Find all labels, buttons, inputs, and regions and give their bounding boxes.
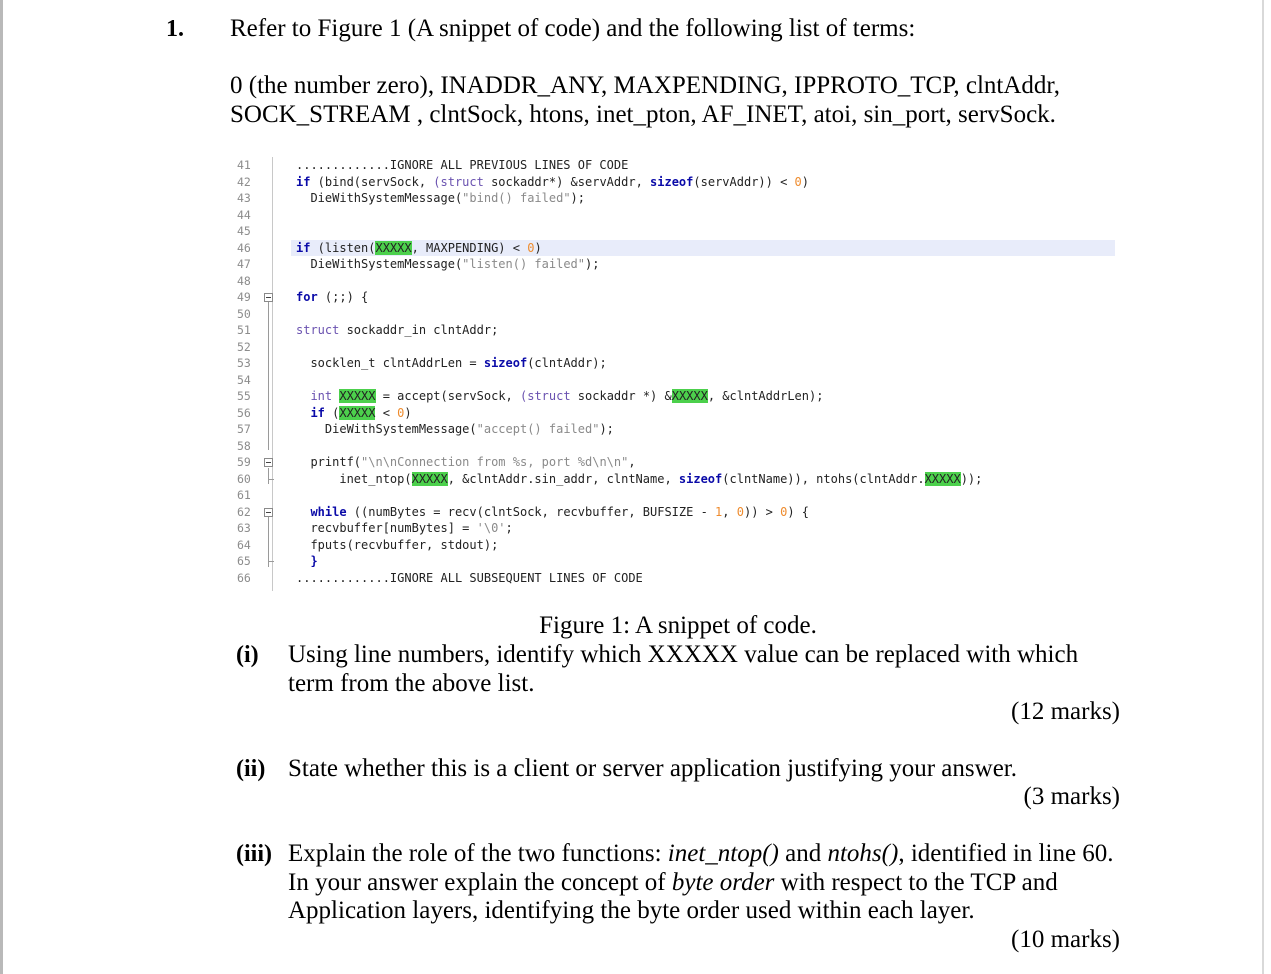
part-iii-label: (iii) <box>236 841 272 867</box>
code-text: if (XXXXX < 0) <box>310 405 412 420</box>
code-text: if (listen(XXXXX, MAXPENDING) < 0) <box>296 240 542 255</box>
code-line-55 <box>233 388 1115 405</box>
part-iii-text: Explain the role of the two functions: inet_ntop() and ntohs(), identified in line 60. In your answer explain the concept of byte order with respect to the TCP and Application layers, identifying the byte order used within each layer. <box>288 840 1114 924</box>
fold-toggle-icon[interactable] <box>264 458 273 467</box>
code-line-49 <box>233 289 1115 306</box>
code-line-62 <box>233 504 1115 521</box>
code-line-51 <box>233 322 1115 339</box>
code-line-66 <box>233 570 1115 587</box>
code-line-56 <box>233 405 1115 422</box>
placeholder-xxxxx: XXXXX <box>924 471 961 486</box>
line-number: 60 <box>237 471 251 486</box>
code-text: DieWithSystemMessage("listen() failed"); <box>296 257 600 271</box>
line-number: 51 <box>237 323 251 337</box>
line-number: 58 <box>237 438 251 453</box>
fold-toggle-icon[interactable] <box>264 293 273 302</box>
code-line-58 <box>233 438 1115 455</box>
line-number: 49 <box>237 290 251 304</box>
page-right-edge <box>1262 0 1264 974</box>
code-line-41 <box>233 157 1115 174</box>
code-line-46-highlight <box>291 240 1115 257</box>
line-number: 45 <box>237 224 251 238</box>
function-ntohs: ntohs() <box>827 840 899 867</box>
code-line-57 <box>233 421 1115 438</box>
code-text: recvbuffer[numBytes] = '\0'; <box>296 521 513 535</box>
line-number: 59 <box>237 455 251 469</box>
part-i-marks: (12 marks) <box>1011 698 1120 725</box>
code-line-60 <box>233 471 1115 488</box>
line-number: 63 <box>237 521 251 535</box>
part-iii-marks: (10 marks) <box>1011 926 1120 953</box>
placeholder-xxxxx: XXXXX <box>339 405 376 420</box>
code-line-44 <box>233 207 1115 224</box>
code-line-43 <box>233 190 1115 207</box>
part-ii-text: State whether this is a client or server application justifying your answer. <box>288 755 1017 782</box>
function-inet-ntop: inet_ntop() <box>667 840 779 867</box>
term-byte-order: byte order <box>671 868 775 896</box>
part-i-text: Using line numbers, identify which XXXXX value can be replaced with which term from the above list. <box>288 641 1079 697</box>
code-text: struct sockaddr_in clntAddr; <box>296 323 499 337</box>
line-number: 41 <box>237 158 251 172</box>
placeholder-xxxxx: XXXXX <box>411 471 448 486</box>
code-line-52 <box>233 339 1115 356</box>
line-number: 62 <box>237 504 251 519</box>
placeholder-xxxxx: XXXXX <box>671 389 708 403</box>
line-number: 50 <box>237 306 251 321</box>
line-number: 46 <box>237 240 251 255</box>
code-line-45 <box>233 223 1115 240</box>
code-text: socklen_t clntAddrLen = sizeof(clntAddr); <box>296 356 607 370</box>
code-line-54 <box>233 372 1115 389</box>
line-number: 57 <box>237 422 251 436</box>
code-text: .............IGNORE ALL SUBSEQUENT LINES OF CODE <box>296 570 643 585</box>
code-text: fputs(recvbuffer, stdout); <box>296 537 499 552</box>
code-text: .............IGNORE ALL PREVIOUS LINES OF CODE <box>296 158 629 172</box>
placeholder-xxxxx: XXXXX <box>339 389 376 403</box>
code-line-61 <box>233 487 1115 504</box>
line-number: 43 <box>237 191 251 205</box>
line-number: 64 <box>237 537 251 552</box>
code-text: while ((numBytes = recv(clntSock, recvbuffer, BUFSIZE - 1, 0)) > 0) { <box>310 504 810 519</box>
code-line-64 <box>233 537 1115 554</box>
part-ii-marks: (3 marks) <box>1023 783 1120 810</box>
code-line-42 <box>233 174 1115 191</box>
line-number: 54 <box>237 372 251 387</box>
terms-list: 0 (the number zero), INADDR_ANY, MAXPENDING, IPPROTO_TCP, clntAddr, SOCK_STREAM , clntSock, htons, inet_pton, AF_INET, atoi, sin_port, servSock. <box>230 72 1060 128</box>
code-figure <box>233 157 1115 591</box>
fold-end-marker <box>268 561 274 562</box>
line-number: 47 <box>237 257 251 271</box>
code-text: DieWithSystemMessage("bind() failed"); <box>296 191 585 205</box>
line-number: 61 <box>237 488 251 502</box>
code-line-53 <box>233 355 1115 372</box>
code-text: inet_ntop(XXXXX, &clntAddr.sin_addr, clntName, sizeof(clntName)), ntohs(clntAddr.XXXXX)); <box>296 471 983 486</box>
question-number: 1. <box>166 16 184 42</box>
fold-end-marker <box>268 479 274 480</box>
question-intro: Refer to Figure 1 (A snippet of code) and the following list of terms: <box>230 15 916 42</box>
line-number: 55 <box>237 389 251 403</box>
line-number: 66 <box>237 570 251 585</box>
line-number: 42 <box>237 174 251 189</box>
code-line-47 <box>233 256 1115 273</box>
code-text: printf("\n\nConnection from %s, port %d\n\n", <box>296 455 636 469</box>
code-line-50 <box>233 306 1115 323</box>
line-number: 52 <box>237 339 251 354</box>
figure-caption: Figure 1: A snippet of code. <box>539 612 817 639</box>
line-number: 53 <box>237 356 251 370</box>
line-number: 65 <box>237 554 251 568</box>
code-text: for (;;) { <box>296 290 369 304</box>
code-text: } <box>296 554 318 568</box>
part-ii-label: (ii) <box>236 756 266 782</box>
code-line-59 <box>233 454 1115 471</box>
line-number: 48 <box>237 273 251 288</box>
code-line-65 <box>233 553 1115 570</box>
placeholder-xxxxx: XXXXX <box>375 240 412 255</box>
line-number: 56 <box>237 405 251 420</box>
code-line-63 <box>233 520 1115 537</box>
code-text: if (bind(servSock, (struct sockaddr*) &servAddr, sizeof(servAddr)) < 0) <box>296 174 810 189</box>
code-text: DieWithSystemMessage("accept() failed"); <box>296 422 614 436</box>
code-line-48 <box>233 273 1115 290</box>
page-left-edge <box>0 0 3 974</box>
part-i-label: (i) <box>236 642 259 668</box>
line-number: 44 <box>237 207 251 222</box>
code-text: int XXXXX = accept(servSock, (struct sockaddr *) &XXXXX, &clntAddrLen); <box>310 389 824 403</box>
fold-toggle-icon[interactable] <box>264 508 273 517</box>
